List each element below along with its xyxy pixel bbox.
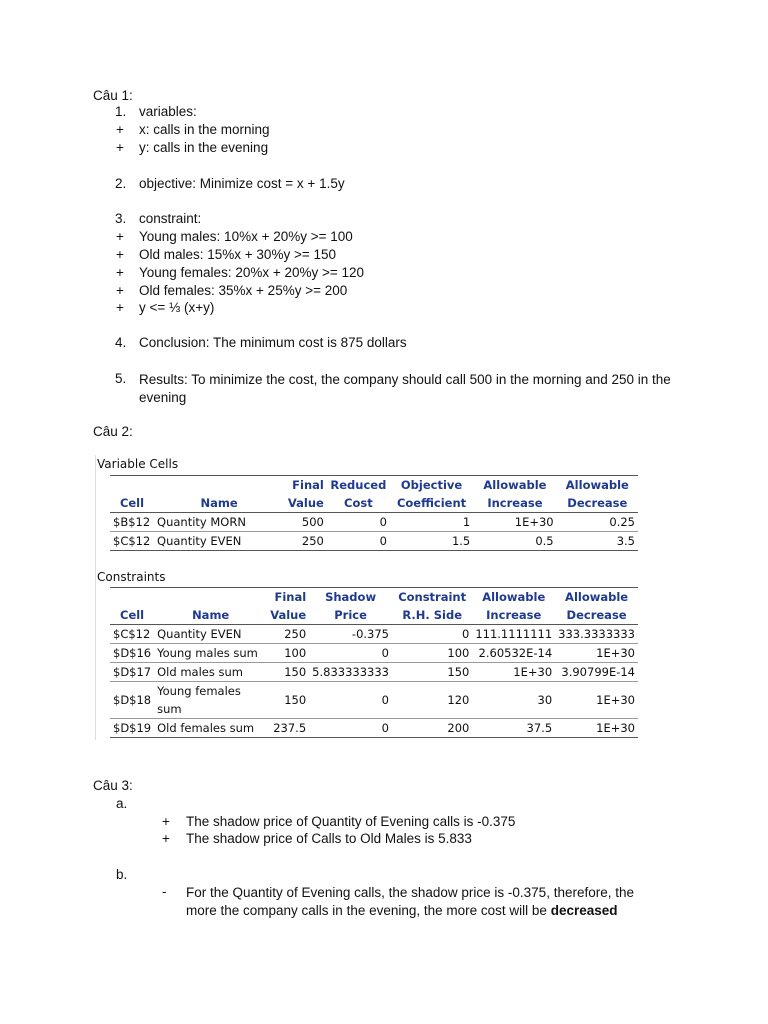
table-row (110, 663, 638, 682)
reduced-cost: 0 (327, 513, 390, 532)
cell-name: Quantity EVEN (154, 532, 284, 551)
constraint-item (0, 247, 768, 265)
cell-ref: $D$18 (110, 682, 154, 719)
header-cell: Allowable (482, 590, 546, 604)
bullet-plus: + (116, 229, 124, 244)
header-cell: Cost (327, 494, 390, 513)
q1-step-1 (0, 104, 768, 122)
header-cell: Allowable (483, 478, 547, 492)
bullet-plus: + (116, 247, 124, 262)
constraint-rhs: 0 (392, 625, 472, 644)
constraint-item (0, 283, 768, 301)
table-row (110, 532, 638, 551)
shadow-price: -0.375 (309, 625, 392, 644)
constraint-rhs: 200 (392, 719, 472, 738)
cell-ref: $D$16 (110, 644, 154, 663)
step-text: Results: To minimize the cost, the company should call 500 in the morning and 250 in the evening (139, 372, 671, 405)
variable-item (0, 122, 768, 140)
header-cell: Shadow (325, 590, 377, 604)
allowable-decrease: 1E+30 (555, 644, 638, 663)
header-cell: Coefficient (390, 494, 473, 513)
part-a-item (0, 831, 768, 849)
q1-step-3 (0, 211, 768, 229)
constraint-item (0, 229, 768, 247)
q1-step-5 (0, 371, 768, 411)
header-cell: Decrease (555, 606, 638, 625)
allowable-decrease: 3.90799E-14 (555, 663, 638, 682)
cell-name: Old females sum (154, 719, 267, 738)
header-cell: Constraint (398, 590, 467, 604)
cell-name: Old males sum (154, 663, 267, 682)
variable-text: x: calls in the morning (139, 122, 270, 137)
shadow-price: 0 (309, 644, 392, 663)
header-cell: R.H. Side (392, 606, 472, 625)
header-cell: Final (274, 590, 307, 604)
part-b-bold-word: decreased (550, 903, 618, 918)
constraint-rhs: 120 (392, 682, 472, 719)
part-b-text: For the Quantity of Evening calls, the shadow price is -0.375, therefore, the more the company calls in the evening, the more cost will be (186, 885, 634, 918)
step-number: 3. (115, 211, 127, 226)
bullet-plus: + (116, 265, 124, 280)
final-value: 150 (267, 663, 309, 682)
cell-ref: $C$12 (110, 532, 154, 551)
cell-name: Young males sum (154, 644, 267, 663)
allowable-increase: 2.60532E-14 (472, 644, 555, 663)
header-cell (154, 476, 284, 494)
table-row (110, 644, 638, 663)
step-text: objective: Minimize cost = x + 1.5y (139, 176, 345, 191)
reduced-cost: 0 (327, 532, 390, 551)
constraint-text: Young females: 20%x + 20%y >= 120 (139, 265, 365, 280)
header-cell: Decrease (557, 494, 638, 513)
variable-item (0, 140, 768, 158)
header-cell: Name (154, 494, 284, 513)
final-value: 237.5 (267, 719, 309, 738)
constraint-item (0, 300, 768, 318)
q2-heading: Câu 2: (93, 424, 133, 439)
shadow-price: 5.833333333 (309, 663, 392, 682)
constraint-text: Young males: 10%x + 20%y >= 100 (139, 229, 353, 244)
allowable-increase: 1E+30 (472, 663, 555, 682)
constraints-title: Constraints (97, 570, 166, 584)
step-text: Conclusion: The minimum cost is 875 dollars (139, 335, 407, 350)
table-row (110, 513, 638, 532)
allowable-decrease: 3.5 (557, 532, 638, 551)
part-a-item (0, 814, 768, 832)
allowable-increase: 30 (472, 682, 555, 719)
table-row (110, 719, 638, 738)
header-cell (154, 588, 267, 606)
table-row (110, 625, 638, 644)
bullet-plus: + (116, 122, 124, 137)
header-cell: Allowable (565, 478, 629, 492)
cell-ref: $D$19 (110, 719, 154, 738)
step-text: constraint: (139, 211, 202, 226)
header-cell (110, 476, 154, 494)
constraint-rhs: 150 (392, 663, 472, 682)
table-header-row-top (110, 588, 638, 606)
final-value: 500 (284, 513, 327, 532)
part-a-text: The shadow price of Quantity of Evening calls is -0.375 (186, 814, 516, 829)
final-value: 150 (267, 682, 309, 719)
cell-name: Quantity EVEN (154, 625, 267, 644)
allowable-increase: 0.5 (473, 532, 556, 551)
step-number: 1. (115, 104, 127, 119)
header-cell: Value (284, 494, 327, 513)
header-cell: Allowable (565, 590, 629, 604)
final-value: 100 (267, 644, 309, 663)
cell-ref: $B$12 (110, 513, 154, 532)
part-b-item (0, 884, 768, 924)
allowable-decrease: 333.3333333 (555, 625, 638, 644)
q3-part-b-label: b. (116, 867, 128, 882)
allowable-increase: 111.1111111 (472, 625, 555, 644)
header-cell: Value (267, 606, 309, 625)
header-cell: Increase (472, 606, 555, 625)
q3-heading: Câu 3: (93, 778, 133, 793)
header-cell: Objective (400, 478, 463, 492)
constraint-item (0, 265, 768, 283)
part-b-paragraph (186, 884, 661, 920)
shadow-price: 0 (309, 682, 392, 719)
header-cell: Increase (473, 494, 556, 513)
q3-part-a-label: a. (116, 796, 128, 811)
constraint-text: Old females: 35%x + 25%y >= 200 (139, 283, 348, 298)
bullet-plus: + (116, 140, 124, 155)
part-a-text: The shadow price of Calls to Old Males is 5.833 (186, 831, 472, 846)
table-row (110, 682, 638, 719)
variable-text: y: calls in the evening (139, 140, 269, 155)
variable-cells-title: Variable Cells (97, 457, 179, 471)
shadow-price: 0 (309, 719, 392, 738)
q1-step-2 (0, 176, 768, 194)
constraint-text: Old males: 15%x + 30%y >= 150 (139, 247, 336, 262)
header-cell: Cell (110, 494, 154, 513)
step-number: 2. (115, 176, 127, 191)
cell-name: Quantity MORN (154, 513, 284, 532)
header-cell: Name (154, 606, 267, 625)
header-cell: Price (309, 606, 392, 625)
constraint-rhs: 100 (392, 644, 472, 663)
step-number: 4. (115, 335, 127, 350)
objective-coefficient: 1.5 (390, 532, 473, 551)
final-value: 250 (284, 532, 327, 551)
allowable-decrease: 1E+30 (555, 719, 638, 738)
table-header-row-bottom (110, 494, 638, 513)
final-value: 250 (267, 625, 309, 644)
bullet-plus: + (162, 814, 170, 829)
cell-ref: $C$12 (110, 625, 154, 644)
objective-coefficient: 1 (390, 513, 473, 532)
constraints-table (110, 588, 638, 738)
allowable-decrease: 0.25 (557, 513, 638, 532)
q1-heading: Câu 1: (93, 88, 133, 103)
step-text: variables: (139, 104, 197, 119)
cell-name: Young females sum (154, 682, 267, 719)
table-header-row-top (110, 476, 638, 494)
bullet-dash: - (162, 884, 167, 899)
allowable-decrease: 1E+30 (555, 682, 638, 719)
bullet-plus: + (116, 300, 124, 315)
constraint-text: y <= ⅓ (x+y) (139, 300, 215, 315)
q1-step-4 (0, 335, 768, 353)
variable-cells-table (110, 476, 638, 551)
step-number: 5. (115, 371, 127, 386)
allowable-increase: 37.5 (472, 719, 555, 738)
header-cell (110, 588, 154, 606)
cell-ref: $D$17 (110, 663, 154, 682)
report-edge (95, 455, 96, 740)
header-cell: Final (292, 478, 324, 492)
bullet-plus: + (116, 283, 124, 298)
header-cell: Reduced (330, 478, 387, 492)
bullet-plus: + (162, 831, 170, 846)
header-cell: Cell (110, 606, 154, 625)
allowable-increase: 1E+30 (473, 513, 556, 532)
table-header-row-bottom (110, 606, 638, 625)
